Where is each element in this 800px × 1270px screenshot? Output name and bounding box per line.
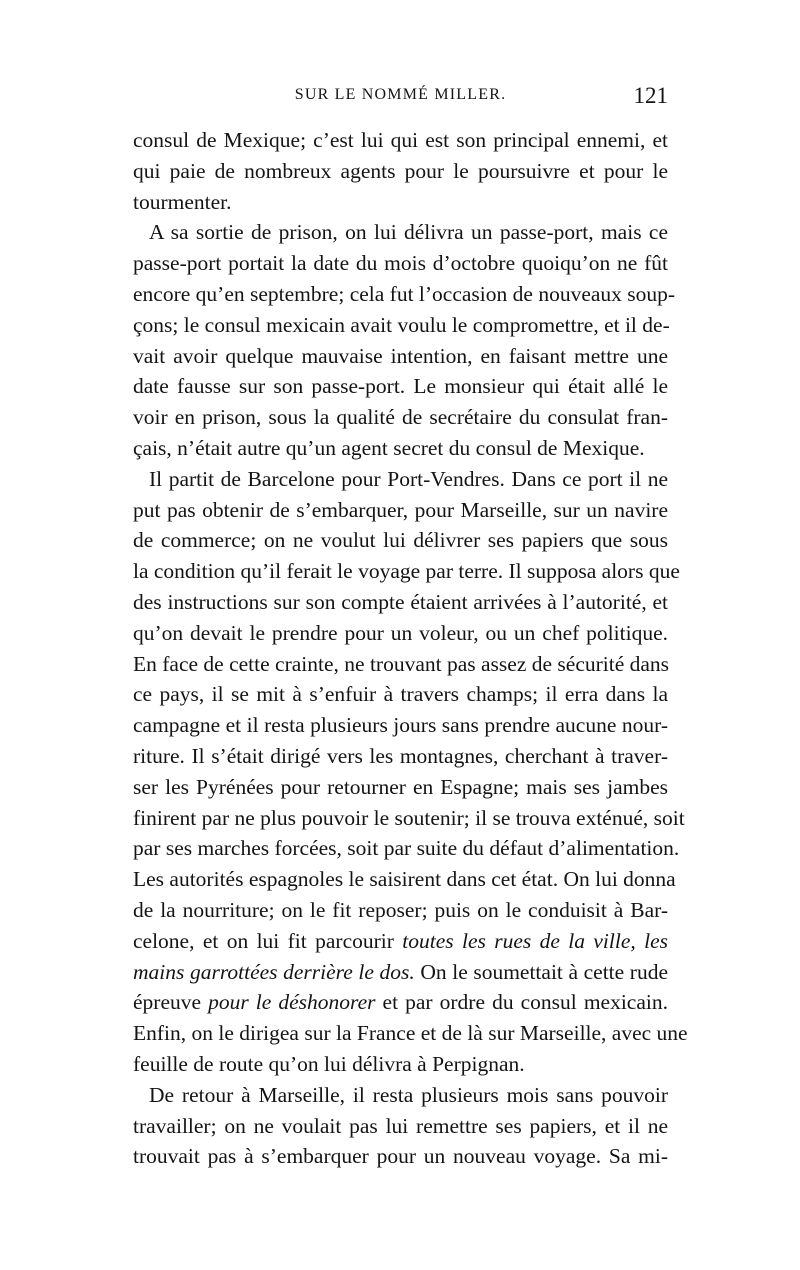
text-line: des instructions sur son compte étaient arrivées à l’autorité, et [133,589,668,614]
text-line-mixed [133,987,668,1018]
italic-text: toutes les rues de la ville, les [402,928,668,953]
text-run: On le soumettait à cette rude [414,959,668,984]
text-line: passe-port portait la date du mois d’octobre quoiqu’on ne fût [133,251,668,276]
text-line: travailler; on ne voulait pas lui remettre ses papiers, et il ne [133,1113,668,1138]
text-line: de commerce; on ne voulut lui délivrer ses papiers que sous [133,528,668,553]
body-text [133,125,688,1172]
text-line: feuille de route qu’on lui délivra à Perpignan. [133,1051,525,1076]
text-line: Les autorités espagnoles le saisirent dans cet état. On lui donna [133,867,676,892]
text-line: ser les Pyrénées pour retourner en Espagne; mais ses jambes [133,774,668,799]
text-line: ce pays, il se mit à s’enfuir à travers champs; il erra dans la [133,682,668,707]
text-line: tourmenter. [133,189,232,214]
text-line: date fausse sur son passe-port. Le monsieur qui était allé le [133,374,668,399]
text-line: qu’on devait le prendre pour un voleur, ou un chef politique. [133,620,668,645]
text-run: et par ordre du consul mexicain. [375,990,668,1015]
text-line: par ses marches forcées, soit par suite du défaut d’alimentation. [133,836,680,861]
italic-text: pour le déshonorer [208,990,376,1015]
text-line-mixed [133,926,668,957]
paragraph-1 [133,125,668,217]
text-run: épreuve [133,990,209,1015]
text-line: trouvait pas à s’embarquer pour un nouveau voyage. Sa mi- [133,1144,668,1169]
text-run: celone, et on lui fit parcourir [133,928,403,953]
text-line-mixed [133,957,668,988]
paragraph-3 [133,464,688,1080]
page-number: 121 [633,83,668,108]
text-line: finirent par ne plus pouvoir le soutenir; il se trouva exténué, soit [133,805,685,830]
text-line: qui paie de nombreux agents pour le poursuivre et pour le [133,158,668,183]
running-head [133,83,668,116]
text-line: de la nourriture; on le fit reposer; puis on le conduisit à Bar- [133,897,668,922]
paragraph-2 [133,217,676,463]
text-line: çais, n’était autre qu’un agent secret du consul de Mexique. [133,435,645,460]
italic-text: mains garrottées derrière le dos. [133,959,415,984]
paragraph-4 [133,1080,668,1172]
text-line: vait avoir quelque mauvaise intention, en faisant mettre une [133,343,668,368]
text-line: Enfin, on le dirigea sur la France et de là sur Marseille, avec une [133,1021,688,1046]
text-line: consul de Mexique; c’est lui qui est son principal ennemi, et [133,128,668,152]
text-line: voir en prison, sous la qualité de secrétaire du consulat fran- [133,405,668,430]
text-line: çons; le consul mexicain avait voulu le compromettre, et il de- [133,312,670,337]
text-line: En face de cette crainte, ne trouvant pas assez de sécurité dans [133,651,670,676]
text-line: De retour à Marseille, il resta plusieurs mois sans pouvoir [149,1082,668,1107]
text-line: Il partit de Barcelone pour Port-Vendres. Dans ce port il ne [149,466,668,491]
text-line: campagne et il resta plusieurs jours sans prendre aucune nour- [133,713,668,738]
running-title: SUR LE NOMMÉ MILLER. [294,86,507,103]
text-line: encore qu’en septembre; cela fut l’occasion de nouveaux soup- [133,281,676,306]
text-line: la condition qu’il ferait le voyage par terre. Il supposa alors que [133,559,680,584]
text-line: put pas obtenir de s’embarquer, pour Marseille, sur un navire [133,497,668,522]
text-line: riture. Il s’était dirigé vers les montagnes, cherchant à traver- [133,743,668,768]
text-line: A sa sortie de prison, on lui délivra un passe-port, mais ce [149,220,668,245]
